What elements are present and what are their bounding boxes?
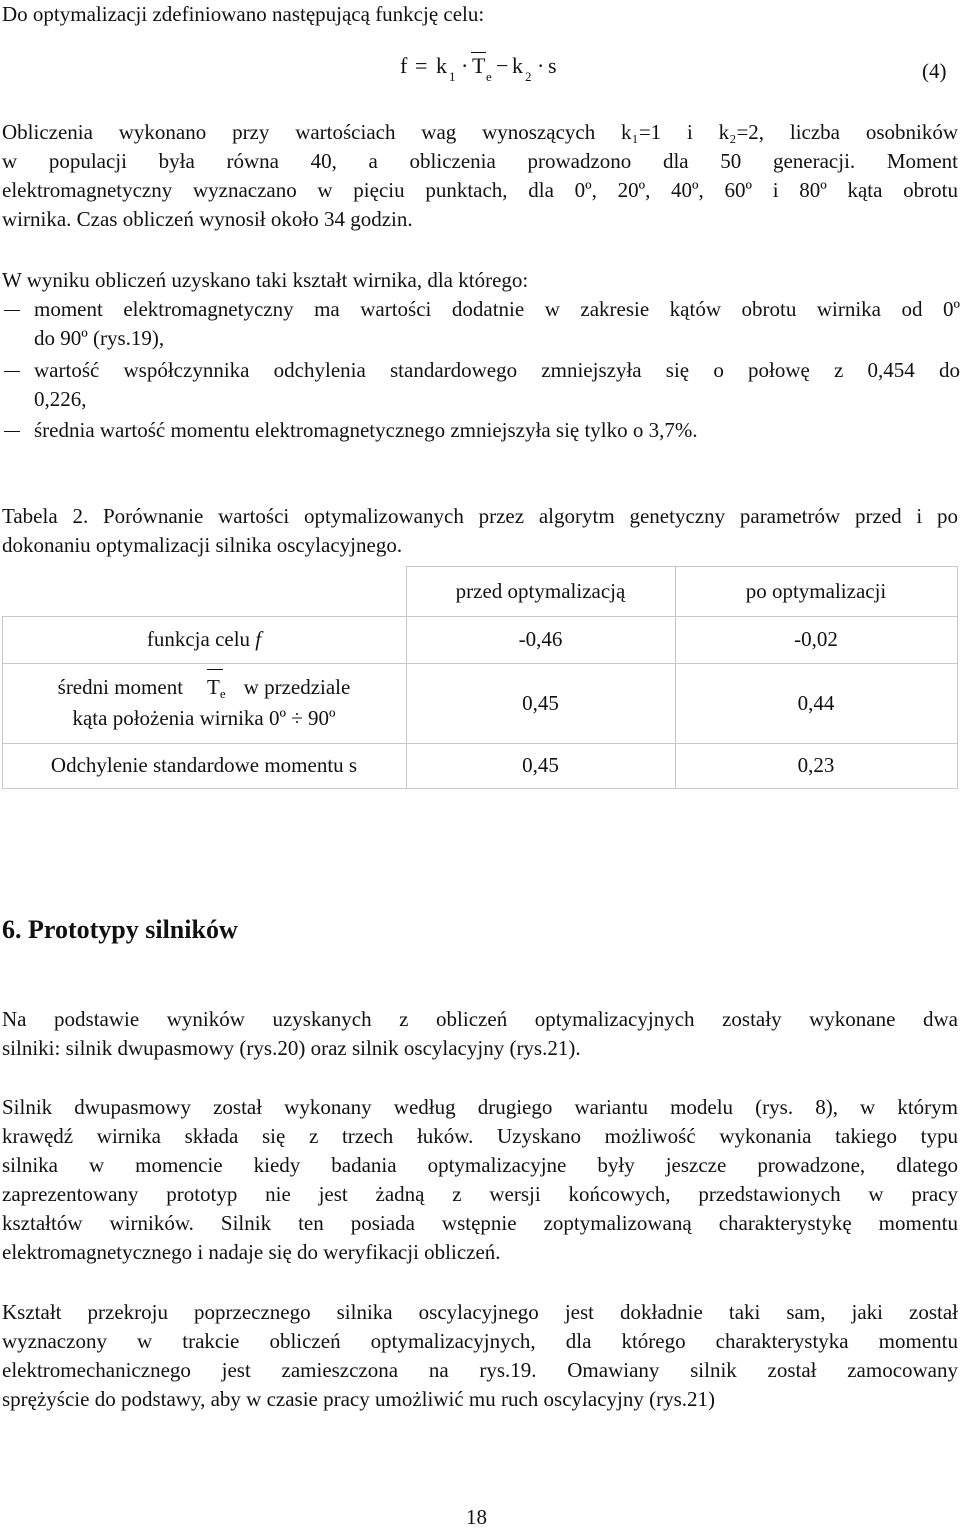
comparison-table [2,566,958,789]
paragraph-line: Silnik dwupasmowy został wykonany według drugiego wariantu modelu (rys. 8), w którym [2,1095,958,1119]
list-item [2,295,958,353]
paragraph-line: elektromagnetyczny wyznaczano w pięciu punktach, dla 0º, 20º, 40º, 60º i 80º kąta obrotu [2,178,958,202]
paragraph-line: silniki: silnik dwupasmowy (rys.20) oraz silnik oscylacyjny (rys.21). [2,1036,581,1060]
formula-dot2: · [537,53,545,78]
paragraph-line: w populacji była równa 40, a obliczenia prowadzono dla 50 generacji. Moment [2,149,958,173]
page-number: 18 [466,1505,487,1529]
formula-s: s [548,53,557,78]
paragraph-prototypes [2,1005,958,1063]
paragraph-line: krawędź wirnika składa się z trzech łuków. Uzyskano możliwość wykonania takiego typu [2,1124,958,1148]
table-caption [2,502,958,560]
label-text: funkcja celu [146,627,256,651]
label-text: w przedziale [243,675,351,699]
label-text: kąta położenia wirnika 0º ÷ 90º [72,706,336,730]
paragraph-two-phase-motor [2,1093,958,1267]
label-symbol-T [207,673,226,704]
paragraph-line: wirnika. Czas obliczeń wynosił około 34 godzin. [2,207,413,231]
label-T: T [207,675,220,699]
section-heading: 6. Prototypy silników [2,915,238,944]
list-item-line: moment elektromagnetyczny ma wartości dodatnie w zakresie kątów obrotu wirnika od 0º [34,297,960,321]
table-header-before: przed optymalizacją [455,578,626,603]
label-symbol-f: f [255,627,262,651]
list-item-line: do 90º (rys.19), [34,326,165,350]
paragraph-line: zaprezentowany prototyp nie jest żadną z wersji końcowych, przedstawionych w pracy [2,1182,958,1206]
paragraph-line: Na podstawie wyników uzyskanych z obliczeń optymalizacyjnych zostały wykonane dwa [2,1007,958,1031]
table-row-label [2,616,406,663]
paragraph-line: elektromechanicznego jest zamieszczona na rys.19. Omawiany silnik został zamocowany [2,1358,958,1382]
caption-line: dokonaniu optymalizacji silnika oscylacyjnego. [2,533,403,557]
results-intro: W wyniku obliczeń uzyskano taki kształt wirnika, dla którego: [2,268,529,292]
table-header-after: po optymalizacji [745,578,887,603]
paragraph-line: sprężyście do podstawy, aby w czasie pracy umożliwić mu ruch oscylacyjny (rys.21) [2,1387,715,1411]
list-item [2,416,958,445]
paragraph-line: kształtów wirników. Silnik ten posiada wstępnie zoptymalizowaną charakterystykę momentu [2,1211,958,1235]
table-cell-after: 0,23 [797,753,835,777]
table-cell-before: 0,45 [522,690,559,715]
dash-bullet [4,431,20,432]
paragraph-line: elektromagnetycznego i nadaje się do weryfikacji obliczeń. [2,1240,501,1264]
dash-bullet [4,371,20,372]
formula-k2-sub: 2 [525,69,532,84]
paragraph-line: wyznaczony w trakcie obliczeń optymalizacyjnych, dla którego charakterystyka momentu [2,1329,958,1353]
paragraph-line: silnika w momencie kiedy badania optymalizacyjne były jeszcze prowadzone, dlatego [2,1153,958,1177]
table-row-label: Odchylenie standardowe momentu s [50,753,358,777]
formula-dot1: · [461,53,469,78]
list-item-line: wartość współczynnika odchylenia standardowego zmniejszyła się o połowę z 0,454 do [34,358,960,382]
table-row-label [2,663,406,743]
formula-minus: − [496,53,509,78]
list-item-line: 0,226, [34,387,87,411]
formula-T: T [472,53,486,78]
caption-line: Tabela 2. Porównanie wartości optymalizowanych przez algorytm genetyczny parametrów przed i po [2,504,958,528]
paragraph-line: Kształt przekroju poprzecznego silnika oscylacyjnego jest dokładnie taki sam, jaki został [2,1300,958,1324]
paragraph-oscillating-motor [2,1298,958,1414]
formula-k1-sub: 1 [449,69,456,84]
paragraph-line: Obliczenia wykonano przy wartościach wag wynoszących k₁=1 i k₂=2, liczba osobników [2,120,958,144]
equation-number: (4) [922,59,947,83]
table-cell-after: 0,44 [797,690,835,715]
table-rule [957,566,958,788]
formula-k2: k [512,53,523,78]
formula-f: f [400,53,408,78]
label-e-sub: e [219,686,226,701]
table-cell-before: 0,45 [522,753,559,777]
list-item [2,356,958,414]
table-cell-after: -0,02 [794,627,838,651]
formula-overbar [471,52,486,53]
list-item-line: średnia wartość momentu elektromagnetycznego zmniejszyła się tylko o 3,7%. [34,418,698,442]
label-overbar [207,669,223,670]
label-text: średni moment [57,675,184,699]
formula-equals: = [415,53,428,78]
dash-bullet [4,310,20,311]
formula-k1: k [436,53,447,78]
table-rule [2,788,958,789]
intro-text: Do optymalizacji zdefiniowano następującą funkcję celu: [2,2,485,26]
paragraph-parameters [2,118,958,234]
formula-e-sub: e [486,69,492,84]
table-cell-before: -0,46 [518,627,563,651]
